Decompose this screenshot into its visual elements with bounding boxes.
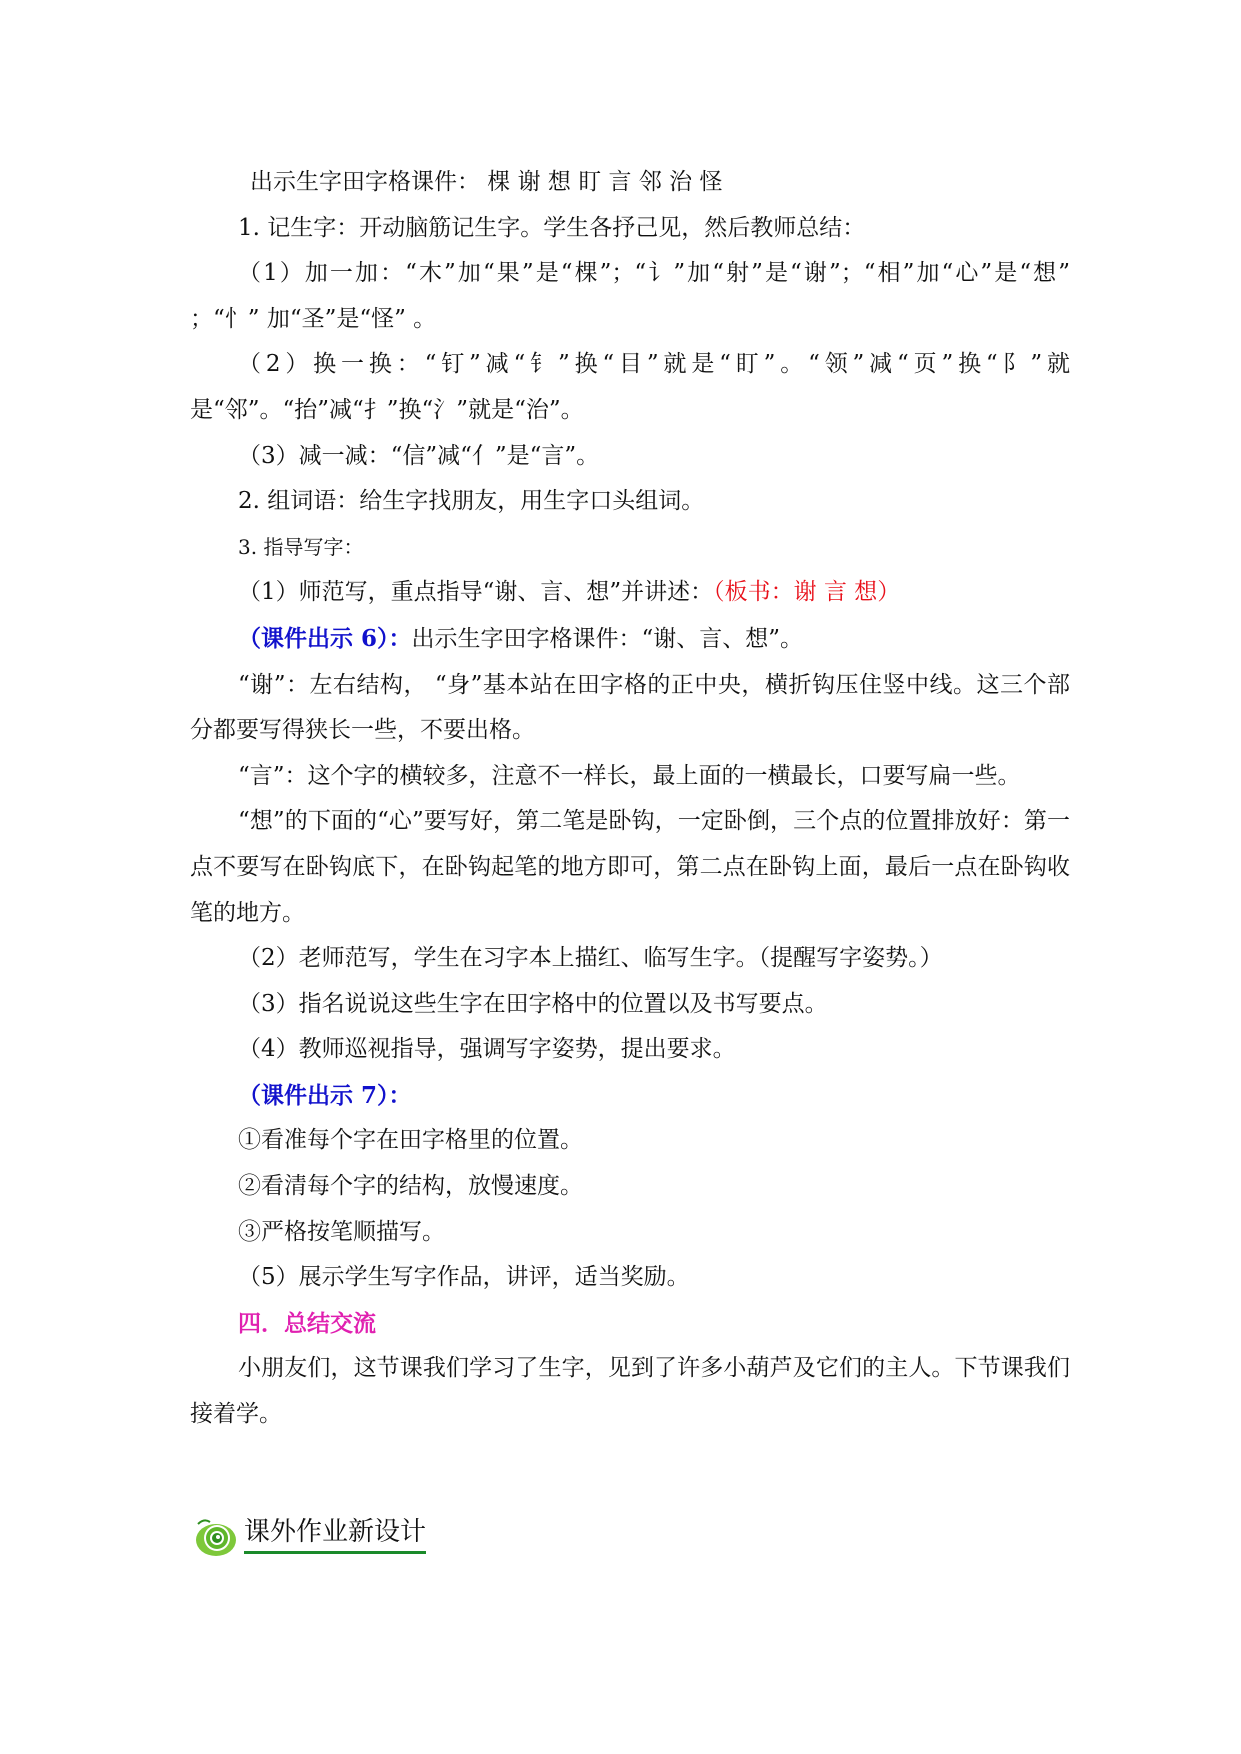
yan-text: “言”：这个字的横较多，注意不一样长，最上面的一横最长，口要写扁一些。 [238, 762, 1021, 789]
courseware-6-text: 出示生字田字格课件：“谢、言、想”。 [411, 625, 804, 652]
summary-text: 小朋友们，这节课我们学习了生字，见到了许多小葫芦及它们的主人。下节课我们接着学。 [190, 1355, 1070, 1428]
step-1-add-text: （1）加一加：“木”加“果”是“棵”；“讠”加“射”是“谢”；“相”加“心”是“想” ；“忄” 加“圣”是“怪” 。 [190, 260, 1070, 332]
courseware-line: 出示生字田字格课件： 棵 谢 想 盯 言 邻 治 怪 [250, 169, 723, 195]
xie-text: “谢”：左右结构， “身”基本站在田字格的正中央，横折钩压住竖中线。这三个部分都要写得狭长一些，不要出格。 [190, 671, 1070, 744]
step-1-swap-text: （2）换一换：“钉”减“钅”换“目”就是“盯”。“领”减“页”换“阝”就是“邻”。“抬”减“扌”换“氵”就是“治”。 [190, 351, 1070, 423]
step-3-1-text: （1）师范写，重点指导“谢、言、想”并讲述： [238, 579, 714, 606]
homework-section [190, 1510, 426, 1558]
document-body [190, 160, 1070, 1438]
snail-icon [190, 1510, 238, 1558]
step-1-swap [190, 342, 1070, 433]
section-4-heading: 四．总结交流 [238, 1309, 376, 1337]
step-2: 2. 组词语：给生字找朋友，用生字口头组词。 [238, 488, 705, 515]
board-note: （板书：谢 言 想） [713, 579, 901, 606]
xiang-text: “想”的下面的“心”要写好，第二笔是卧钩，一定卧倒，三个点的位置排放好：第一点不要写在卧钩底下，在卧钩起笔的地方即可，第二点在卧钩上面，最后一点在卧钩收笔的地方。 [190, 808, 1070, 926]
requirement-1: ①看准每个字在田字格里的位置。 [238, 1127, 583, 1154]
step-3-3: （3）指名说说这些生字在田字格中的位置以及书写要点。 [238, 990, 828, 1017]
courseware-7: （课件出示 7）： [238, 1081, 412, 1109]
requirement-2: ②看清每个字的结构，放慢速度。 [238, 1173, 583, 1200]
step-1: 1. 记生字：开动脑筋记生字。学生各抒己见，然后教师总结： [238, 214, 866, 241]
step-3-1 [190, 570, 1070, 616]
requirement-3: ③严格按笔顺描写。 [238, 1218, 445, 1245]
step-3-5: （5）展示学生写字作品，讲评，适当奖励。 [238, 1264, 690, 1291]
step-3-4: （4）教师巡视指导，强调写字姿势，提出要求。 [238, 1036, 736, 1063]
yan-explanation [190, 754, 1070, 800]
courseware-6 [190, 616, 1070, 663]
homework-title: 课外作业新设计 [244, 1515, 426, 1554]
step-3: 3. 指导写字： [238, 534, 364, 559]
courseware-6-label: （课件出示 6）： [238, 624, 412, 652]
step-3-2: （2）老师范写，学生在习字本上描红、临写生字。（提醒写字姿势。） [238, 945, 943, 972]
step-1-add [190, 251, 1070, 342]
xiang-explanation [190, 799, 1070, 936]
step-1-subtract: （3）减一减：“信”减“亻”是“言”。 [238, 442, 600, 469]
summary-paragraph [190, 1346, 1070, 1437]
xie-explanation [190, 663, 1070, 754]
